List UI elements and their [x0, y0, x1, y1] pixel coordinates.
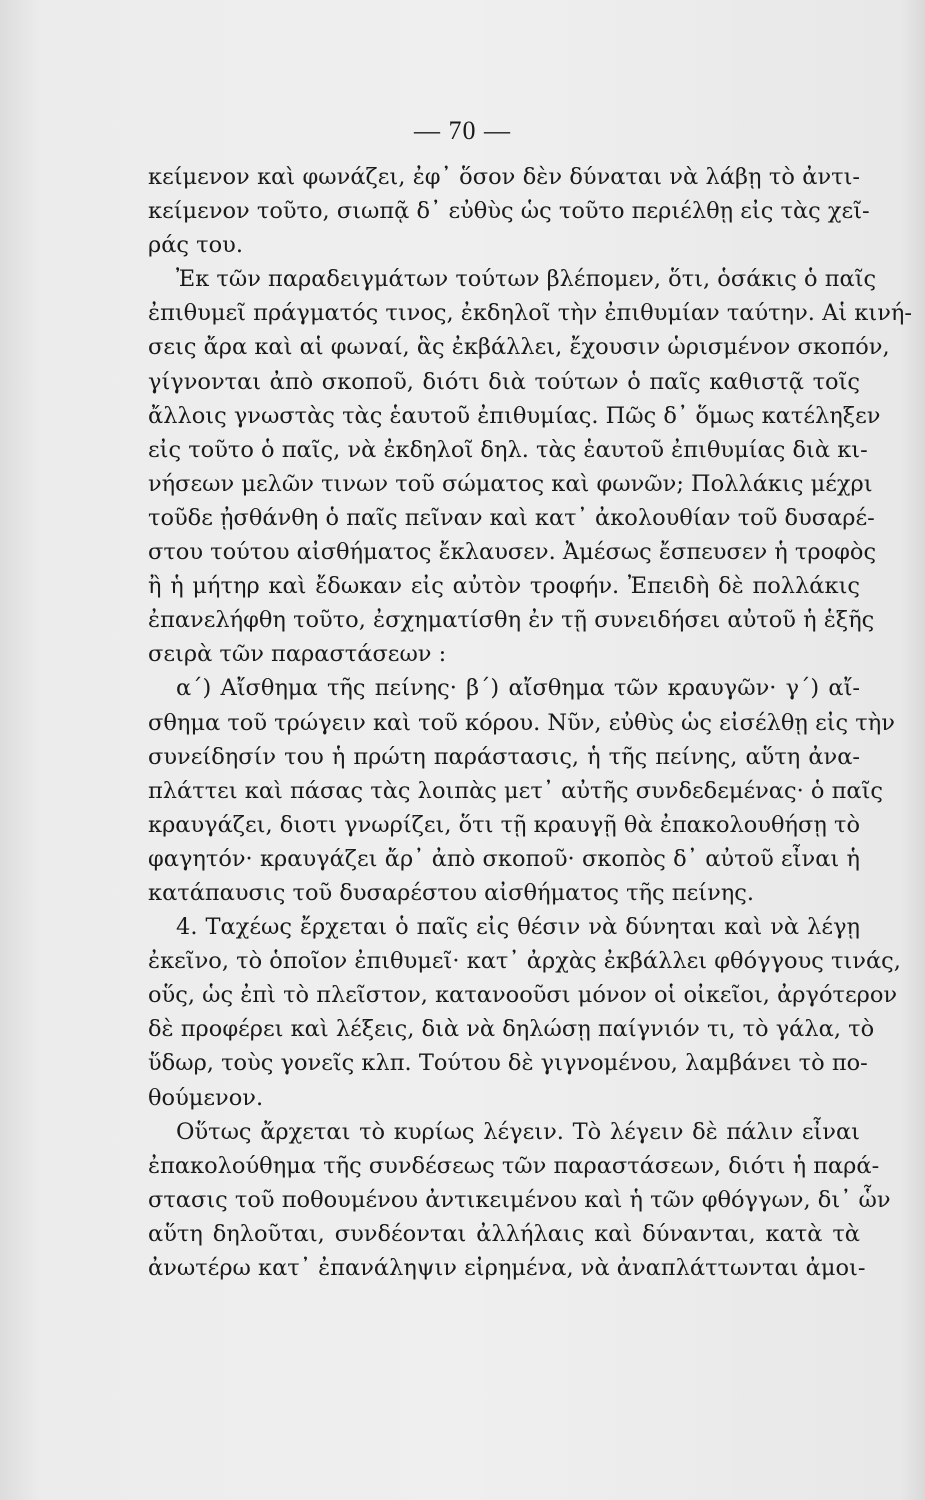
text-line: κείμενον καὶ φωνάζει, ἐφ᾽ ὅσον δὲν δύναται νὰ λάβῃ τὸ ἀντι- — [148, 164, 860, 190]
text-line: συνείδησίν του ἡ πρώτη παράστασις, ἡ τῆς πείνης, αὕτη ἀνα- — [148, 743, 860, 770]
text-line: φαγητόν· κραυγάζει ἄρ᾽ ἀπὸ σκοποῦ· σκοπὸς δ᾽ αὐτοῦ εἶναι ἡ — [148, 845, 860, 872]
text-line: τοῦδε ᾐσθάνθη ὁ παῖς πεῖναν καὶ κατ᾽ ἀκολουθίαν τοῦ δυσαρέ- — [148, 504, 875, 531]
body-text — [148, 160, 912, 1285]
text-line: ἐπανελήφθη τοῦτο, ἐσχηματίσθη ἐν τῇ συνειδήσει αὐτοῦ ἡ ἑξῆς — [148, 607, 875, 634]
text-line: εἰς τοῦτο ὁ παῖς, νὰ ἐκδηλοῖ δηλ. τὰς ἑαυτοῦ ἐπιθυμίας διὰ κι- — [148, 436, 868, 463]
text-line: ἄλλοις γνωστὰς τὰς ἑαυτοῦ ἐπιθυμίας. Πῶς δ᾽ ὅμως κατέληξεν — [148, 402, 881, 429]
text-line: ἀνωτέρω κατ᾽ ἐπανάληψιν εἰρημένα, νὰ ἀναπλάττωνται ἀμοι- — [148, 1255, 866, 1281]
page-number: — 70 — — [414, 116, 511, 145]
text-line: α´) Αἴσθημα τῆς πείνης· β´) αἴσθημα τῶν κραυγῶν· γ´) αἴ- — [176, 675, 860, 702]
text-line: στου τούτου αἰσθήματος ἔκλαυσεν. Ἀμέσως ἔσπευσεν ἡ τροφὸς — [148, 539, 877, 566]
text-line: θούμενον. — [148, 1084, 264, 1111]
text-line: ράς του. — [148, 232, 243, 259]
text-line: Ἐκ τῶν παραδειγμάτων τούτων βλέπομεν, ὅτι, ὁσάκις ὁ παῖς — [176, 266, 877, 293]
text-line: ἐκεῖνο, τὸ ὁποῖον ἐπιθυμεῖ· κατ᾽ ἀρχὰς ἐκβάλλει φθόγγους τινάς, — [148, 948, 901, 975]
text-line: γίγνονται ἀπὸ σκοποῦ, διότι διὰ τούτων ὁ παῖς καθιστᾷ τοῖς — [148, 368, 860, 395]
text-line: κείμενον τοῦτο, σιωπᾷ δ᾽ εὐθὺς ὡς τοῦτο περιέλθῃ εἰς τὰς χεῖ- — [148, 198, 870, 225]
text-line: πλάττει καὶ πάσας τὰς λοιπὰς μετ᾽ αὐτῆς συνδεδεμένας· ὁ παῖς — [148, 777, 884, 804]
text-line: αὕτη δηλοῦται, συνδέονται ἀλλήλαις καὶ δύνανται, κατὰ τὰ — [148, 1220, 860, 1247]
text-line: σειρὰ τῶν παραστάσεων : — [148, 641, 447, 668]
text-line: κραυγάζει, διοτι γνωρίζει, ὅτι τῇ κραυγῇ θὰ ἐπακολουθήσῃ τὸ — [148, 811, 860, 838]
text-line: ἢ ἡ μήτηρ καὶ ἔδωκαν εἰς αὐτὸν τροφήν. Ἐπειδὴ δὲ πολλάκις — [148, 573, 860, 600]
text-line: δὲ προφέρει καὶ λέξεις, διὰ νὰ δηλώσῃ παίγνιόν τι, τὸ γάλα, τὸ — [148, 1016, 875, 1043]
text-line: ὕδωρ, τοὺς γονεῖς κλπ. Τούτου δὲ γιγνομένου, λαμβάνει τὸ πο- — [148, 1050, 868, 1077]
text-line: νήσεων μελῶν τινων τοῦ σώματος καὶ φωνῶν; Πολλάκις μέχρι — [148, 470, 873, 497]
text-line: κατάπαυσις τοῦ δυσαρέστου αἰσθήματος τῆς πείνης. — [148, 879, 754, 906]
text-line: στασις τοῦ ποθουμένου ἀντικειμένου καὶ ἡ τῶν φθόγγων, δι᾽ ὧν — [148, 1186, 891, 1213]
text-line: ἐπακολούθημα τῆς συνδέσεως τῶν παραστάσεων, διότι ἡ παρά- — [148, 1152, 880, 1179]
text-line: σθημα τοῦ τρώγειν καὶ τοῦ κόρου. Νῦν, εὐθὺς ὡς εἰσέλθῃ εἰς τὴν — [148, 709, 895, 736]
text-line: Οὕτως ἄρχεται τὸ κυρίως λέγειν. Τὸ λέγειν δὲ πάλιν εἶναι — [176, 1118, 860, 1145]
text-line: σεις ἄρα καὶ αἱ φωναί, ἃς ἐκβάλλει, ἔχουσιν ὡρισμένον σκοπόν, — [148, 334, 890, 361]
text-line: οὕς, ὡς ἐπὶ τὸ πλεῖστον, κατανοοῦσι μόνον οἱ οἰκεῖοι, ἀργότερον — [148, 982, 898, 1009]
text-line: ἐπιθυμεῖ πράγματός τινος, ἐκδηλοῖ τὴν ἐπιθυμίαν ταύτην. Αἱ κινή- — [148, 300, 912, 327]
text-line: 4. Ταχέως ἔρχεται ὁ παῖς εἰς θέσιν νὰ δύνηται καὶ νὰ λέγῃ — [176, 914, 860, 941]
